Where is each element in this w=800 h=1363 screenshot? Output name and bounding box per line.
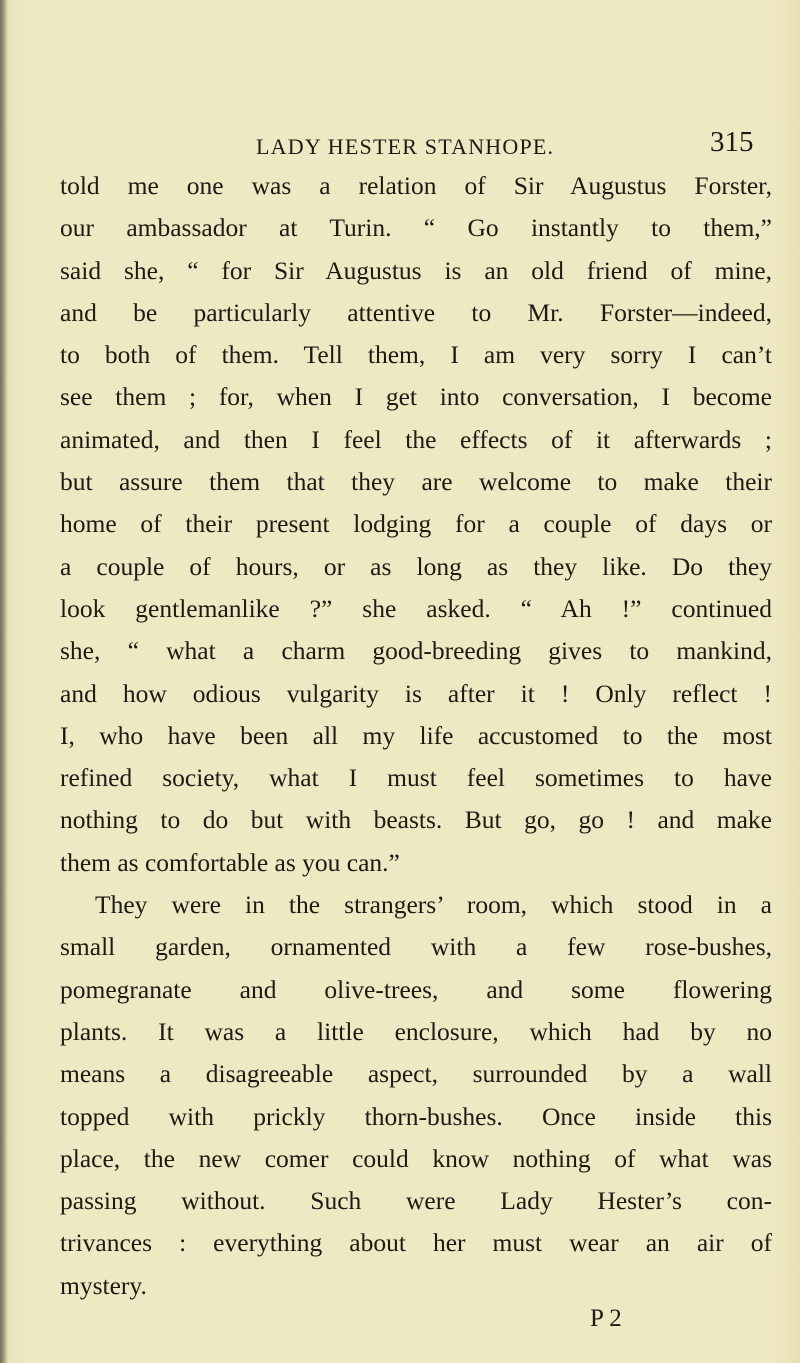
body-text	[60, 165, 772, 1307]
text-line: told me one was a relation of Sir Augustus Forster,	[60, 171, 772, 200]
text-line: trivances : everything about her must wear an air of	[60, 1228, 772, 1258]
text-line: our ambassador at Turin. “ Go instantly to them,”	[60, 213, 772, 243]
text-line: animated, and then I feel the effects of it afterwards ;	[60, 424, 772, 454]
running-head	[0, 126, 800, 166]
text-line: nothing to do but with beasts. But go, go ! and make	[60, 805, 772, 835]
text-line: a couple of hours, or as long as they like. Do they	[60, 551, 772, 581]
text-line: place, the new comer could know nothing of what was	[60, 1143, 772, 1173]
text-line: passing without. Such were Lady Hester’s con-	[60, 1186, 772, 1216]
paragraph-end-line: mystery.	[60, 1270, 147, 1300]
text-line: topped with prickly thorn-bushes. Once inside this	[60, 1101, 772, 1131]
signature-mark: P 2	[590, 1305, 622, 1332]
text-line: she, “ what a charm good-breeding gives to mankind,	[60, 636, 772, 666]
text-line: home of their present lodging for a couple of days or	[60, 509, 772, 539]
text-line: but assure them that they are welcome to make their	[60, 467, 772, 497]
text-line: said she, “ for Sir Augustus is an old friend of mine,	[60, 255, 772, 285]
running-title: LADY HESTER STANHOPE.	[256, 134, 555, 159]
text-line: plants. It was a little enclosure, which had by no	[60, 1016, 772, 1046]
text-line: look gentlemanlike ?” she asked. “ Ah !” continued	[60, 593, 772, 623]
text-line: to both of them. Tell them, I am very sorry I can’t	[60, 340, 772, 370]
text-line: small garden, ornamented with a few rose-bushes,	[60, 932, 772, 962]
text-line: I, who have been all my life accustomed to the most	[60, 720, 772, 750]
text-line: refined society, what I must feel sometimes to have	[60, 763, 772, 793]
text-line: and how odious vulgarity is after it ! Only reflect !	[60, 678, 772, 708]
binding-shadow	[0, 0, 8, 1363]
text-line: and be particularly attentive to Mr. Forster—indeed,	[60, 297, 772, 327]
text-line: pomegranate and olive-trees, and some flowering	[60, 974, 772, 1004]
paragraph-first-line: They were in the strangers’ room, which stood in a	[95, 890, 772, 920]
text-line: means a disagreeable aspect, surrounded by a wall	[60, 1059, 772, 1089]
page-number: 315	[710, 126, 754, 158]
text-line: see them ; for, when I get into conversation, I become	[60, 382, 772, 412]
paragraph-end-line: them as comfortable as you can.”	[60, 847, 400, 877]
